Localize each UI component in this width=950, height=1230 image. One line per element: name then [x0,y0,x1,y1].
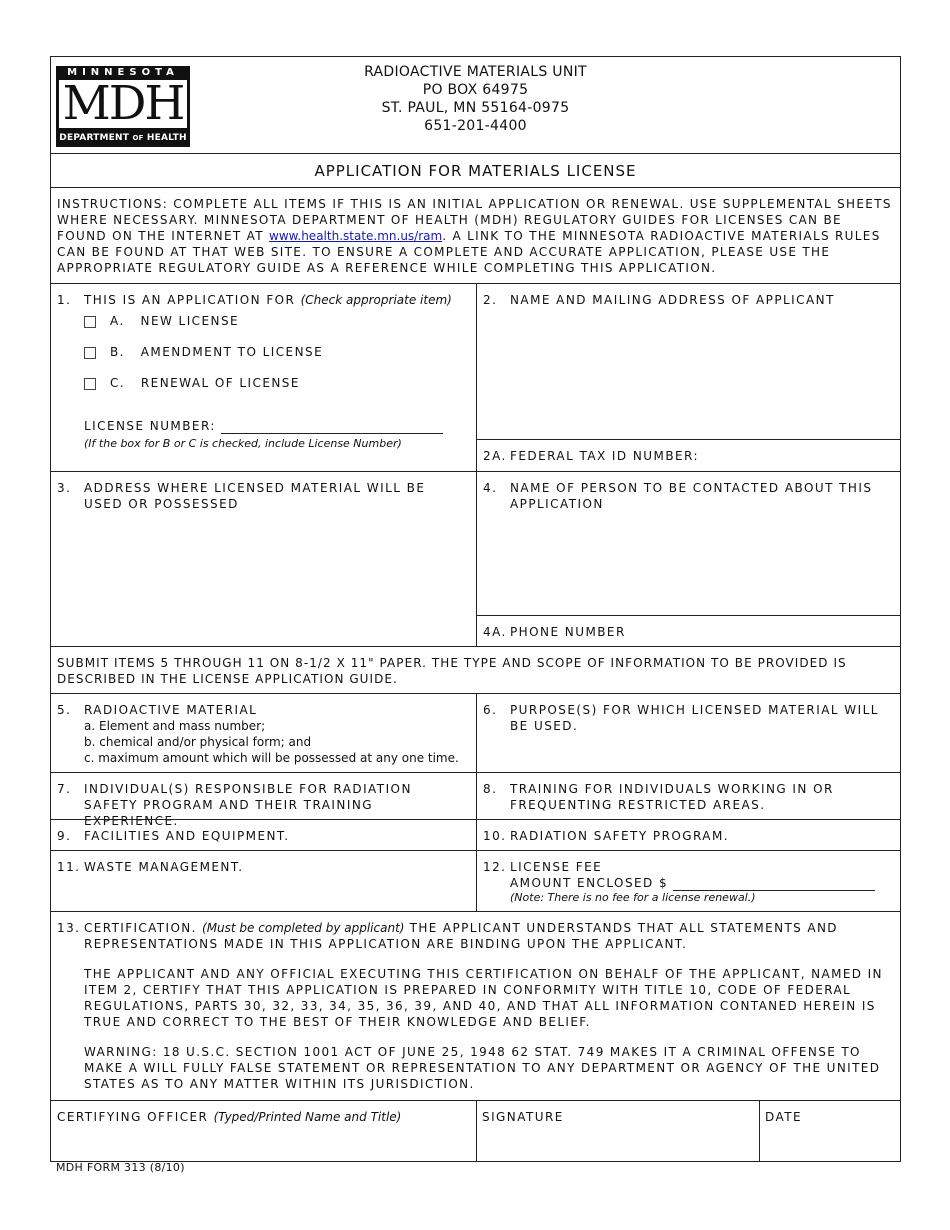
agency-phone: 651-201-4400 [424,118,527,134]
submit-note: SUBMIT ITEMS 5 THROUGH 11 ON 8-1/2 X 11" PAPER. THE TYPE AND SCOPE OF INFORMATION TO BE PROVIDED IS DESCRIBED IN THE LICENSE APPLICATION GUIDE. [57,656,847,686]
logo-state: MINNESOTA [67,67,179,78]
item-4a-label: PHONE NUMBER [510,625,626,639]
item-7-label: INDIVIDUAL(S) RESPONSIBLE FOR RADIATION SAFETY PROGRAM AND THEIR TRAINING EXPERIENCE. [84,782,412,828]
item-9-cell [51,820,476,850]
form-number: MDH FORM 313 (8/10) [56,1161,185,1174]
item-5-line-b: b. chemical and/or physical form; and [84,735,312,749]
item-3-label: ADDRESS WHERE LICENSED MATERIAL WILL BE USED OR POSSESSED [84,481,426,511]
option-amendment[interactable]: B. AMENDMENT TO LICENSE [84,344,323,360]
option-renewal[interactable]: C. RENEWAL OF LICENSE [84,375,300,391]
item-6-label: PURPOSE(S) FOR WHICH LICENSED MATERIAL WILL BE USED. [510,703,879,733]
certification-conformity: THE APPLICANT AND ANY OFFICIAL EXECUTING THIS CERTIFICATION ON BEHALF OF THE APPLICANT, NAMED IN ITEM 2, CERTIFY THAT THIS APPLICATION IS PREPARED IN CONFORMITY WITH TITLE 10, CODE OF FEDERAL REGULATIONS, PARTS 30, 32, 33, 34, 35, 36, 39, AND 40, AND THAT ALL INFORMATION CONTANED HEREIN IS TRUE AND CORRECT TO THE BEST OF THEIR KNOWLEDGE AND BELIEF. [84,967,883,1029]
item-3-cell[interactable] [51,472,476,646]
signature-label: SIGNATURE [482,1110,564,1124]
item-2a-label: FEDERAL TAX ID NUMBER: [510,449,699,463]
items-9-10-row [51,819,900,850]
item-11-label: WASTE MANAGEMENT. [84,860,244,874]
item-12-cell [476,851,900,911]
item-4-label: NAME OF PERSON TO BE CONTACTED ABOUT THIS APPLICATION [510,481,873,511]
signoff-row [51,1100,900,1161]
date-label: DATE [765,1110,803,1124]
form-title: APPLICATION FOR MATERIALS LICENSE [314,162,637,180]
item-5-line-c: c. maximum amount which will be possessed at any one time. [84,751,459,765]
item-7-cell [51,773,476,828]
item-11-cell [51,851,476,911]
item-5-content [84,702,468,766]
item-7-number: 7. [57,782,72,796]
items-1-2-row [51,283,900,471]
certification-warning: WARNING: 18 U.S.C. SECTION 1001 ACT OF JUNE 25, 1948 62 STAT. 749 MAKES IT A CRIMINAL OFFENSE TO MAKE A WILL FULLY FALSE STATEMENT OR REPRESENTATION TO ANY DEPARTMENT OR AGENCY OF THE UNITED STATES AS TO ANY MATTER WITHIN ITS JURISDICTION. [84,1045,881,1091]
item-2-label: NAME AND MAILING ADDRESS OF APPLICANT [510,293,835,307]
items-5-6-row [51,693,900,772]
item-4a-cell[interactable] [477,615,900,648]
license-note: (If the box for B or C is checked, include License Number) [84,437,402,450]
unit-name: RADIOACTIVE MATERIALS UNIT [364,64,587,80]
item-13-content [84,920,892,1092]
date-cell[interactable] [759,1101,900,1161]
item-12-number: 12. [483,860,507,874]
certifying-officer-cell[interactable] [51,1101,476,1161]
license-number-field: LICENSE NUMBER: [84,418,443,434]
item-2a-number: 2A. [483,449,507,463]
certifying-officer-label: CERTIFYING OFFICER (Typed/Printed Name and Title) [57,1110,402,1124]
items-11-12-row [51,850,900,911]
items-7-8-row [51,772,900,828]
checkbox[interactable] [84,316,96,328]
po-box: PO BOX 64975 [422,82,529,98]
license-number-input[interactable] [221,419,443,434]
application-form [50,56,901,1162]
item-11-number: 11. [57,860,81,874]
submit-note-row [51,646,900,693]
item-1-number: 1. [57,293,72,307]
instructions-row [51,187,900,283]
item-1-label: THIS IS AN APPLICATION FOR (Check appropriate item) [84,293,452,307]
agency-address [51,63,900,135]
checkbox[interactable] [84,378,96,390]
item-13-row [51,911,900,1100]
item-5-label: RADIOACTIVE MATERIAL [84,703,258,717]
city-state-zip: ST. PAUL, MN 55164-0975 [381,100,570,116]
instructions-text: INSTRUCTIONS: COMPLETE ALL ITEMS IF THIS IS AN INITIAL APPLICATION OR RENEWAL. USE SUPPLEMENTAL SHEETS WHERE NECESSARY. MINNESOTA DEPARTMENT OF HEALTH (MDH) REGULATORY GUIDES FOR LICENSES CAN BE FOUND ON THE INTERNET AT www.health.state.mn.us/ram. A LINK TO THE MINNESOTA RADIOACTIVE MATERIALS RULES CAN BE FOUND AT THAT WEB SITE. TO ENSURE A COMPLETE AND ACCURATE APPLICATION, PLEASE USE THE APPROPRIATE REGULATORY GUIDE AS A REFERENCE WHILE COMPLETING THIS APPLICATION. [57,197,892,275]
item-12-content [510,859,892,905]
item-12-label: LICENSE FEE [510,860,603,874]
item-5-cell [51,694,476,772]
item-10-number: 10. [483,829,507,843]
item-1-cell [51,284,476,471]
item-13-number: 13. [57,921,81,935]
item-9-number: 9. [57,829,72,843]
item-2a-cell[interactable] [477,439,900,473]
item-9-label: FACILITIES AND EQUIPMENT. [84,829,290,843]
title-row [51,153,900,187]
item-8-number: 8. [483,782,498,796]
logo-letters: MDH [59,80,187,128]
item-5-line-a: a. Element and mass number; [84,719,266,733]
certification-statement: CERTIFICATION. (Must be completed by applicant) THE APPLICANT UNDERSTANDS THAT ALL STATEMENTS AND REPRESENTATIONS MADE IN THIS APPLICATION ARE BINDING UPON THE APPLICANT. [84,921,838,951]
item-4a-number: 4A. [483,625,507,639]
fee-note: (Note: There is no fee for a license renewal.) [510,891,756,904]
item-2-cell[interactable] [476,284,900,471]
items-3-4-row [51,471,900,646]
item-10-cell [476,820,900,850]
regulatory-guides-link[interactable]: www.health.state.mn.us/ram [269,229,443,243]
item-8-label: TRAINING FOR INDIVIDUALS WORKING IN OR FREQUENTING RESTRICTED AREAS. [510,782,834,812]
signature-cell[interactable] [476,1101,759,1161]
option-new-license[interactable]: A. NEW LICENSE [84,313,239,329]
logo-dept: DEPARTMENT OF HEALTH [59,133,187,143]
item-4-number: 4. [483,481,498,495]
item-10-label: RADIATION SAFETY PROGRAM. [510,829,730,843]
item-6-cell [476,694,900,772]
amount-input[interactable] [673,876,875,891]
item-8-cell [476,773,900,819]
item-4-cell[interactable] [476,472,900,646]
item-3-number: 3. [57,481,72,495]
item-5-number: 5. [57,703,72,717]
amount-enclosed-field: AMOUNT ENCLOSED $ [510,875,892,891]
item-2-number: 2. [483,293,498,307]
checkbox[interactable] [84,347,96,359]
item-6-number: 6. [483,703,498,717]
